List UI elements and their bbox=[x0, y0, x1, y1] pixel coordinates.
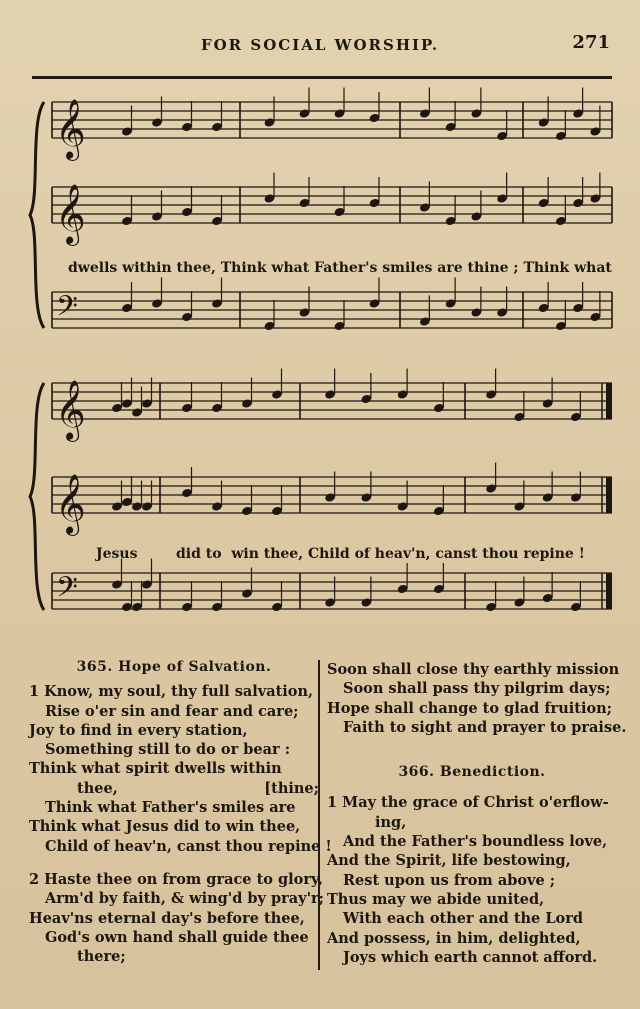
column-divider bbox=[318, 660, 320, 970]
treble-clef: 𝄞 bbox=[55, 184, 86, 244]
treble-clef: 𝄞 bbox=[55, 380, 86, 440]
verse-line: Think what spirit dwells within bbox=[29, 760, 282, 778]
verse-line: Something still to do or bear : bbox=[45, 741, 291, 759]
verse-line: 1 May the grace of Christ o'erflow- bbox=[327, 794, 609, 812]
system-brace bbox=[30, 102, 44, 328]
verse-line: Think what Father's smiles are bbox=[45, 799, 296, 817]
verse-fragment: thee, bbox=[77, 779, 118, 797]
right-column bbox=[327, 660, 627, 967]
lyrics-line-1: dwells within thee, Think what Father's smiles are thine ; Think what bbox=[68, 260, 612, 276]
verse-line: Heav'ns eternal day's before thee, bbox=[29, 909, 305, 927]
final-bar-thick bbox=[606, 573, 612, 609]
page-number: 271 bbox=[572, 32, 610, 53]
lyrics-line-2b: did to win thee, Child of heav'n, canst thou repine ! bbox=[176, 546, 585, 562]
verse-line: And the Spirit, life bestowing, bbox=[327, 852, 571, 870]
verse-line: And the Father's boundless love, bbox=[343, 833, 608, 851]
running-header: FOR SOCIAL WORSHIP. bbox=[200, 36, 440, 54]
verse-line: Child of heav'n, canst thou repine ! bbox=[45, 837, 332, 855]
hymn-366-title: 366. Benediction. bbox=[398, 764, 546, 781]
verse-line: God's own hand shall guide thee bbox=[45, 928, 309, 946]
verse-line: Hope shall change to glad fruition; bbox=[327, 699, 613, 717]
verse-line: Joy to find in every station, bbox=[29, 721, 248, 739]
verse-line: Soon shall close thy earthly mission bbox=[327, 661, 620, 678]
verse-line: Joys which earth cannot afford. bbox=[343, 948, 598, 966]
bass-clef: 𝄢 bbox=[56, 571, 78, 611]
verse-fragment: [thine; bbox=[264, 779, 319, 797]
verse-line: Faith to sight and prayer to praise. bbox=[343, 718, 627, 736]
treble-clef: 𝄞 bbox=[55, 99, 86, 159]
treble-clef: 𝄞 bbox=[55, 474, 86, 534]
lyrics-line-2a: Jesus bbox=[96, 546, 138, 562]
bass-clef: 𝄢 bbox=[56, 290, 78, 330]
header-rule bbox=[32, 76, 612, 79]
final-bar-thick bbox=[606, 383, 612, 419]
hymn-365-title: 365. Hope of Salvation. bbox=[76, 659, 272, 675]
verse-line: Thus may we abide united, bbox=[327, 890, 545, 908]
verse-line: And possess, in him, delighted, bbox=[327, 929, 581, 947]
verse-line: 1 Know, my soul, thy full salvation, bbox=[29, 683, 314, 701]
verse-line: Rise o'er sin and fear and care; bbox=[45, 702, 299, 720]
verse-line: Soon shall pass thy pilgrim days; bbox=[343, 680, 611, 698]
system-brace bbox=[30, 383, 44, 610]
verse-line: Rest upon us from above ; bbox=[343, 871, 556, 889]
verse-line: there; bbox=[77, 948, 126, 966]
verse-line: 2 Haste thee on from grace to glory, bbox=[29, 870, 324, 888]
verse-line: With each other and the Lord bbox=[343, 910, 583, 928]
verse-line: Arm'd by faith, & wing'd by pray'r; bbox=[45, 890, 325, 908]
final-bar-thick bbox=[606, 477, 612, 513]
verse-line-split bbox=[29, 779, 319, 798]
verse-line: Think what Jesus did to win thee, bbox=[29, 818, 301, 836]
left-column bbox=[29, 658, 332, 966]
verse-line: ing, bbox=[375, 813, 407, 831]
